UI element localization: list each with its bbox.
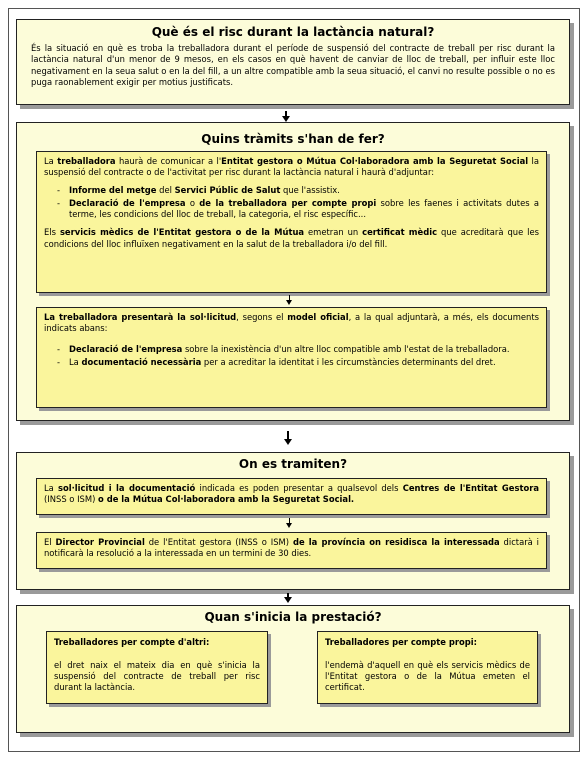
bold-text-run: treballadora: [57, 156, 116, 166]
section-when-starts-title: Quan s'inicia la prestació?: [204, 610, 382, 624]
bold-text-run: Director Provincial: [55, 537, 145, 547]
where-submission-box: [36, 478, 547, 515]
text-run: El: [44, 537, 56, 547]
bold-text-run: Informe del metge: [69, 185, 157, 196]
text-run: , a la qual adjuntarà, a més, els documents indicats abans:: [44, 312, 539, 334]
procedures-document-item: [44, 344, 539, 355]
text-run: del: [156, 185, 175, 196]
text-run: que acreditarà que les condicions del lloc influïxen negativament en la salut de la treballadora i/o del fill.: [44, 227, 540, 249]
procedures-notification-box: [36, 151, 547, 293]
section-what-is-risk-body: És la situació en què es troba la treballadora durant el període de suspensió del contracte de treball per risc durant la lactància natural d'un menor de 9 mesos, en els casos en què havent de canviar de lloc de treball, per influir este lloc negativament en la seua salut o en la del fill, a un altre compatible amb la seua situació, el canvi no resulte possible o no es puga raonablement exigir per motius justificats.: [31, 43, 555, 87]
text-run: (INSS o ISM): [44, 494, 99, 505]
bold-text-run: documentació necessària: [81, 357, 202, 368]
section-what-is-risk: [16, 19, 570, 105]
text-run: que l'assistix.: [280, 185, 340, 196]
section-where-processed-title: On es tramiten?: [238, 457, 348, 471]
bold-text-run: Centres de l'Entitat Gestora: [402, 483, 539, 493]
text-run: , segons el: [236, 312, 288, 322]
where-submission-text: [44, 483, 539, 505]
text-run: La: [44, 483, 58, 493]
where-resolution-text: [44, 537, 539, 559]
bold-text-run: sol·licitud i la documentació: [57, 483, 196, 493]
bold-text-run: certificat mèdic: [362, 227, 438, 238]
bold-text-run: Servici Públic de Salut: [174, 185, 281, 196]
procedures-documents-list: [44, 344, 539, 368]
procedures-notification-text: [44, 156, 539, 178]
text-run: o: [185, 198, 200, 209]
text-run: La: [69, 357, 82, 368]
employee-box: [46, 631, 268, 704]
bold-text-run: de la província on residisca la interessada: [292, 537, 500, 547]
section-procedures-title: Quins tràmits s'han de fer?: [201, 132, 385, 146]
text-run: haurà de comunicar a l': [115, 156, 222, 166]
section-where-processed: [16, 452, 570, 590]
procedures-attachment-item: [44, 185, 539, 196]
procedures-application-text: [44, 312, 539, 334]
self-employed-heading: Treballadores per compte propi:: [325, 637, 477, 647]
text-run: per a acreditar la identitat i les circumstàncies determinants del dret.: [201, 357, 496, 368]
bold-text-run: model oficial: [287, 312, 349, 322]
bold-text-run: servicis mèdics de l'Entitat gestora o de la Mútua: [59, 227, 305, 238]
procedures-attachment-list: [44, 185, 539, 220]
section-what-is-risk-title: Què és el risc durant la lactància natural?: [151, 25, 435, 39]
bold-text-run: de la treballadora per compte propi: [199, 198, 377, 209]
text-run: Els: [44, 227, 60, 238]
text-run: sobre la inexistència d'un altre lloc compatible amb l'estat de la treballadora.: [182, 344, 510, 355]
where-resolution-box: [36, 532, 547, 569]
bold-text-run: o de la Mútua Col·laboradora amb la Seguretat Social.: [98, 494, 355, 505]
self-employed-box: [317, 631, 538, 704]
procedures-document-item: [44, 357, 539, 368]
self-employed-text: l'endemà d'aquell en què els servicis mèdics de l'Entitat gestora o de la Mútua emeten el certificat.: [325, 660, 530, 693]
procedures-attachment-item: [44, 198, 539, 220]
bold-text-run: Entitat gestora o Mútua Col·laboradora amb la Seguretat Social: [221, 156, 529, 166]
bold-text-run: Declaració de l'empresa: [69, 344, 183, 355]
text-run: indicada es poden presentar a qualsevol dels: [195, 483, 403, 493]
text-run: La: [44, 156, 58, 166]
bold-text-run: Declaració de l'empresa: [69, 198, 186, 209]
text-run: la suspensió del contracte o de l'activitat per risc durant la lactància natural i haurà d'adjuntar:: [44, 156, 539, 178]
text-run: sobre les faenes i activitats dutes a terme, les condicions del lloc de treball, la categoria, el risc específic...: [69, 198, 540, 220]
procedures-application-box: [36, 307, 547, 408]
text-run: emetran un: [304, 227, 363, 238]
procedures-certificate-text: [44, 227, 539, 249]
text-run: de l'Entitat gestora (INSS o ISM): [144, 537, 293, 547]
bold-text-run: La treballadora presentarà la sol·licitud: [44, 312, 237, 322]
text-run: dictarà i notificarà la resolució a la interessada en un termini de 30 dies.: [44, 537, 540, 559]
employee-heading: Treballadores per compte d'altri:: [54, 637, 210, 647]
employee-text: el dret naix el mateix dia en què s'inicia la suspensió del contracte de treball per risc durant la lactància.: [54, 660, 260, 693]
